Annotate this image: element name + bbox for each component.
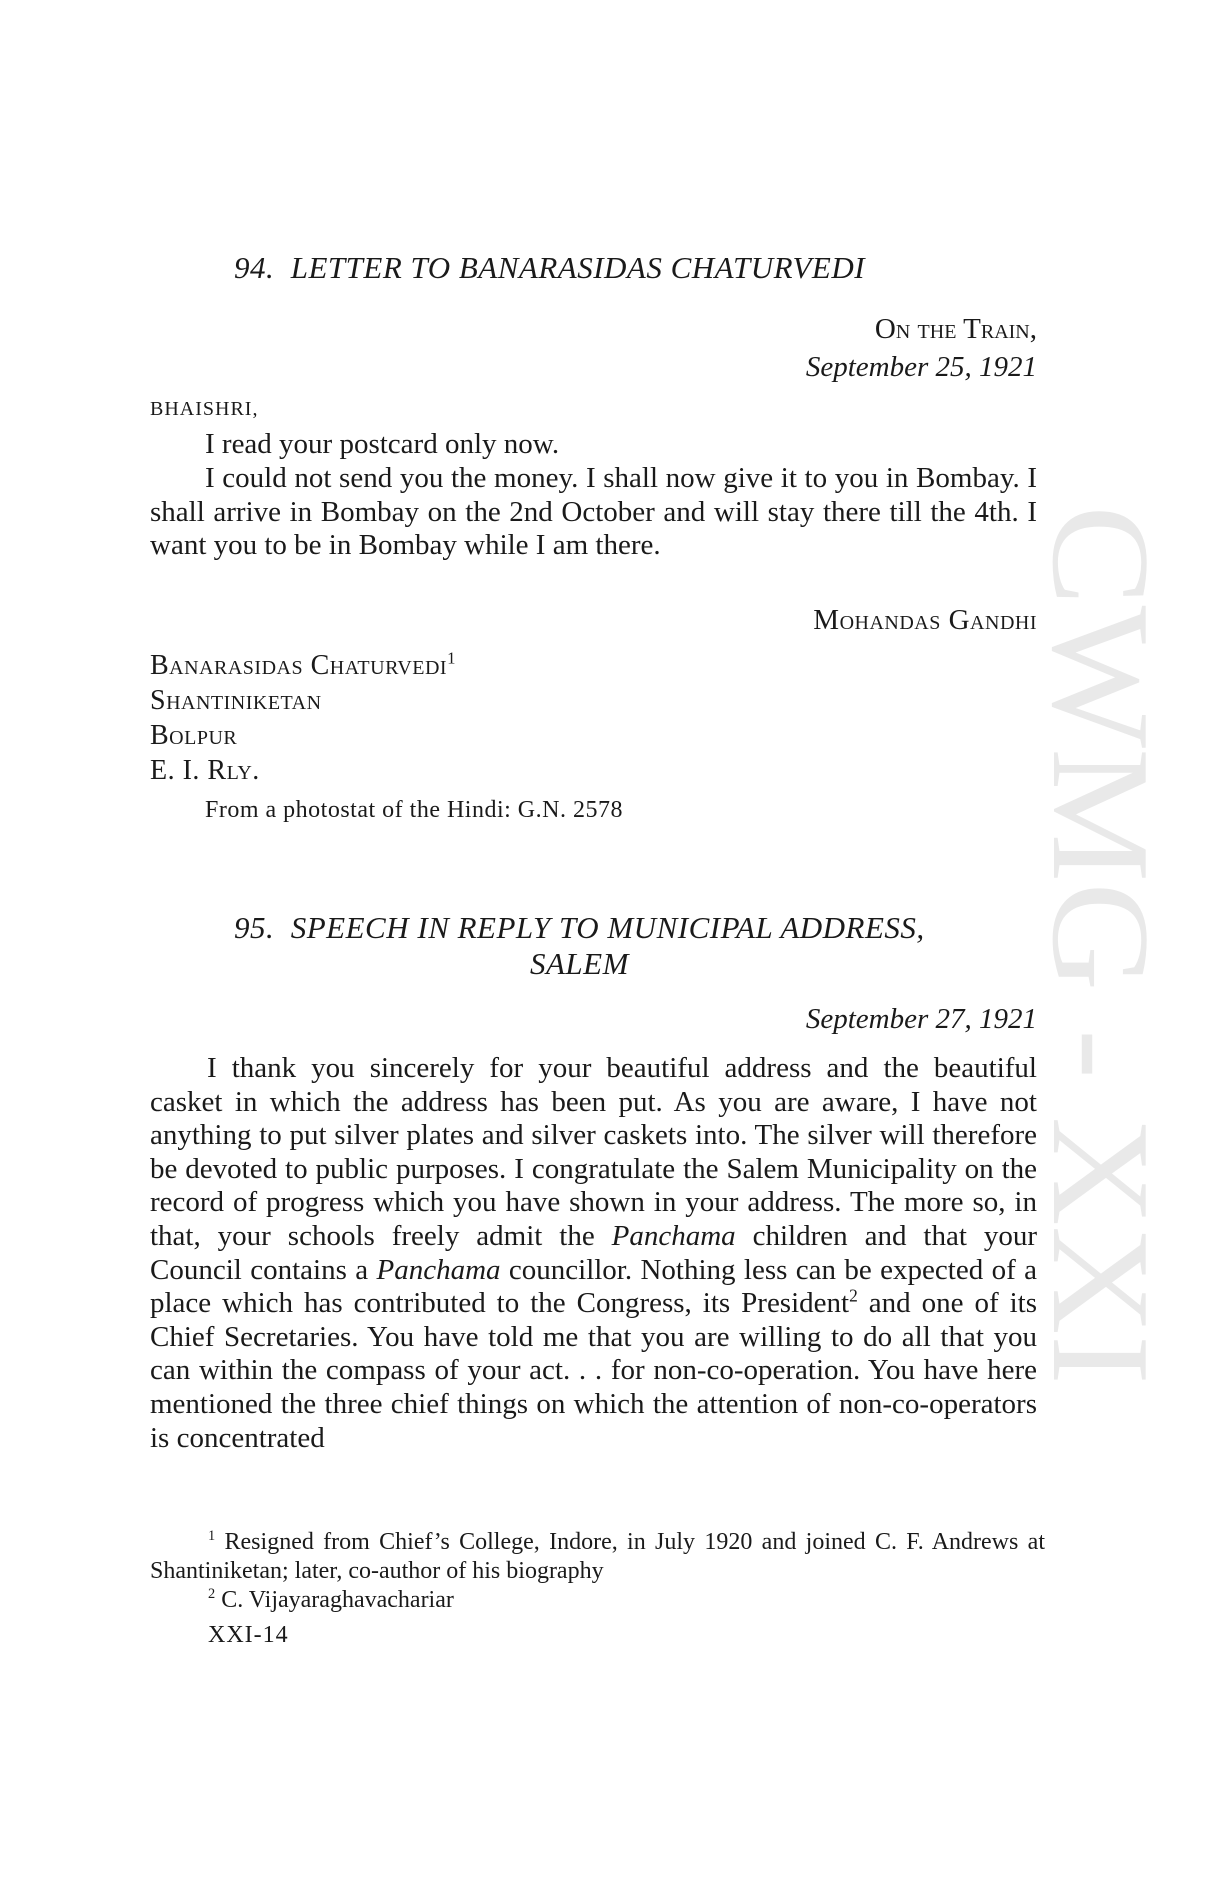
doc94-place: On the Train, bbox=[874, 313, 1037, 345]
doc94-paragraph-1: I read your postcard only now. bbox=[205, 428, 560, 460]
address-line-2: Shantiniketan bbox=[150, 685, 322, 716]
page-number: XXI-14 bbox=[208, 1622, 289, 1648]
footnote-ref-1: 1 bbox=[447, 648, 456, 668]
body-text-3: councillor. Nothing less can be expected of a place which has contributed to the Congress, its President bbox=[150, 1253, 1038, 1320]
body-text-1: I thank you sincerely for your beautiful address and the beautiful casket in which the address has been put. As you are aware, I have not anything to put silver plates and silver caskets into. The silver will therefore be devoted to public purposes. I congratulate the Salem Municipality on the record of progress which you have shown in your address. The more so, in that, your schools freely admit the bbox=[150, 1052, 1037, 1252]
footnote-1-mark: 1 bbox=[208, 1528, 216, 1544]
doc94-salutation: BHAISHRI, bbox=[150, 398, 259, 420]
doc94-source: From a photostat of the Hindi: G.N. 2578 bbox=[205, 797, 623, 823]
doc95-body bbox=[150, 1052, 1037, 1455]
doc94-address bbox=[150, 648, 456, 788]
doc95-title-line-1: SPEECH IN REPLY TO MUNICIPAL ADDRESS, bbox=[290, 910, 925, 945]
doc95-number: 95. bbox=[234, 910, 275, 945]
address-line-4: E. I. Rly. bbox=[150, 755, 260, 786]
address-name: Banarasidas Chaturvedi bbox=[150, 650, 448, 681]
footnote-ref-2: 2 bbox=[849, 1285, 858, 1306]
doc94-date: September 25, 1921 bbox=[805, 351, 1037, 383]
doc95-date: September 27, 1921 bbox=[805, 1003, 1037, 1035]
address-line-1 bbox=[150, 648, 456, 683]
body-text-2: children and that your Council contains a bbox=[150, 1219, 1037, 1286]
doc94-number: 94. bbox=[234, 250, 275, 285]
footnote-2 bbox=[150, 1586, 1045, 1615]
doc94-paragraph-2: I could not send you the money. I shall now give it to you in Bombay. I shall arrive in Bombay on the 2nd October and will stay there till the 4th. I want you to be in Bombay while I am there. bbox=[150, 462, 1037, 561]
watermark-text: CWMG - XXI bbox=[1023, 505, 1178, 1322]
doc95-title-line-2: SALEM bbox=[530, 946, 629, 981]
footnotes bbox=[150, 1528, 1045, 1615]
doc94-place-date bbox=[806, 310, 1037, 386]
doc94-signature: Mohandas Gandhi bbox=[813, 604, 1037, 636]
doc94-heading bbox=[234, 250, 865, 286]
body-emphasis-2: Panchama bbox=[376, 1253, 501, 1286]
body-emphasis-1: Panchama bbox=[611, 1219, 736, 1252]
footnote-2-mark: 2 bbox=[208, 1586, 216, 1602]
footnote-2-text: C. Vijayaraghavachariar bbox=[215, 1587, 454, 1613]
doc95-heading bbox=[234, 910, 925, 946]
doc94-title: LETTER TO BANARASIDAS CHATURVEDI bbox=[290, 250, 866, 285]
footnote-1 bbox=[150, 1528, 1045, 1586]
body-text-4: and one of its Chief Secretaries. You have told me that you are willing to do all that you can within the compass of your act. . . for non-co-operation. You have here mentioned the three chief things on which the attention of non-co-operators is concentrated bbox=[150, 1287, 1037, 1454]
footnote-1-text: Resigned from Chief’s College, Indore, in July 1920 and joined C. F. Andrews at Shantiniketan; later, co-author of his biography bbox=[150, 1529, 1045, 1584]
address-line-3: Bolpur bbox=[150, 720, 238, 751]
